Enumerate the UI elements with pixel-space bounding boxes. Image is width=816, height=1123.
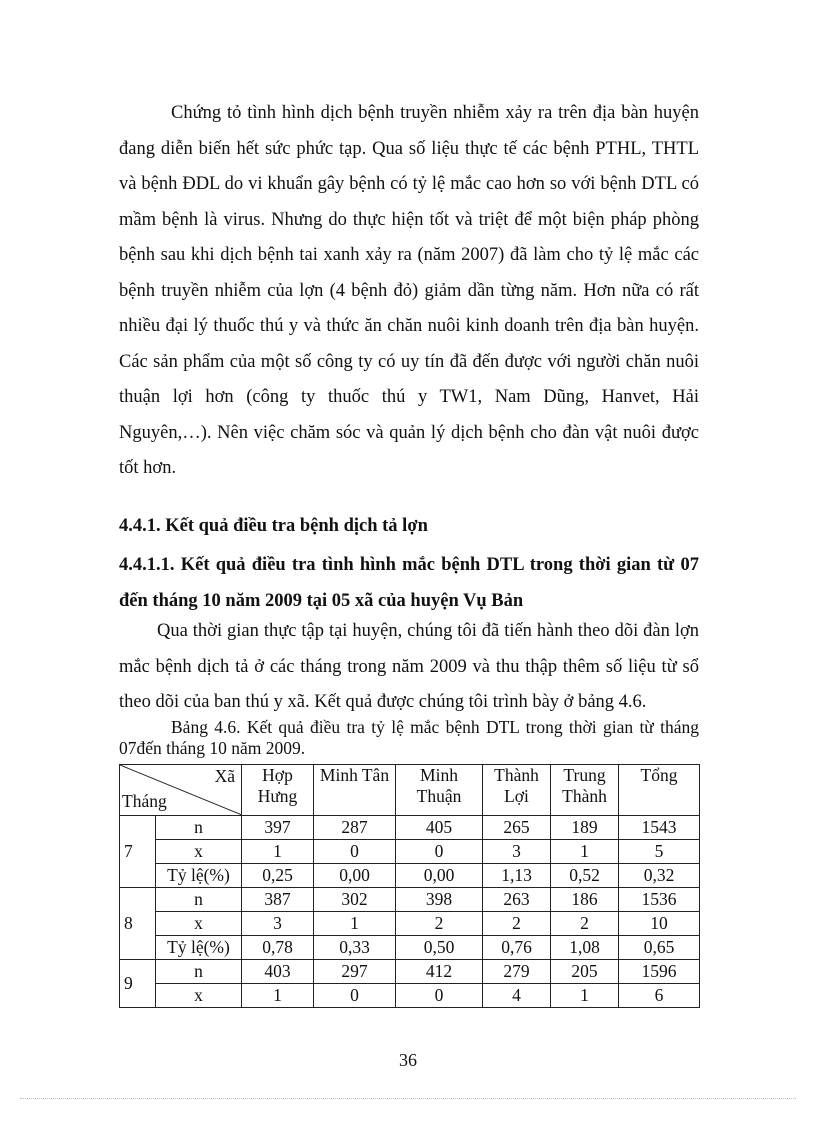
subsection-heading: 4.4.1.1. Kết quả điều tra tình hình mắc bệnh DTL trong thời gian từ 07 đến tháng 10 năm 2009 tại 05 xã của huyện Vụ Bản [119,555,699,611]
table-cell: 0,32 [619,864,700,888]
table-corner-cell [120,765,242,816]
month-cell: 8 [120,888,156,960]
table-cell: 265 [483,816,551,840]
row-label-cell: n [156,888,242,912]
table-cell: 0,00 [314,864,396,888]
table-cell: 1596 [619,960,700,984]
table-cell: 2 [551,912,619,936]
row-label-cell: n [156,816,242,840]
table-row [120,960,700,984]
table-cell: 2 [396,912,483,936]
column-header: Thành Lợi [483,765,551,816]
column-header: Minh Tân [314,765,396,816]
table-cell: 0,25 [242,864,314,888]
table-row [120,984,700,1008]
row-label-cell: x [156,912,242,936]
section-heading: 4.4.1. Kết quả điều tra bệnh dịch tả lợn [119,516,428,536]
table-cell: 189 [551,816,619,840]
table-cell: 3 [242,912,314,936]
table-cell: 297 [314,960,396,984]
table-row [120,888,700,912]
row-label-cell: Tỷ lệ(%) [156,936,242,960]
table-cell: 6 [619,984,700,1008]
row-label-cell: Tỷ lệ(%) [156,864,242,888]
table-cell: 10 [619,912,700,936]
column-header: Hợp Hưng [242,765,314,816]
table-cell: 1 [551,840,619,864]
column-header: Trung Thành [551,765,619,816]
table-cell: 287 [314,816,396,840]
table-caption: Bảng 4.6. Kết quả điều tra tỷ lệ mắc bệnh DTL trong thời gian từ tháng 07đến tháng 10 năm 2009. [119,717,699,758]
table-cell: 5 [619,840,700,864]
table-cell: 205 [551,960,619,984]
table-row [120,864,700,888]
table-row [120,912,700,936]
corner-label-thang: Tháng [122,791,167,811]
row-label-cell: x [156,840,242,864]
table-cell: 1 [242,984,314,1008]
table-cell: 405 [396,816,483,840]
month-cell: 7 [120,816,156,888]
table-row [120,936,700,960]
table-body [120,816,700,1008]
table-cell: 4 [483,984,551,1008]
table-cell: 0,76 [483,936,551,960]
page-number: 36 [399,1050,417,1070]
table-cell: 0 [396,840,483,864]
table-cell: 1 [242,840,314,864]
table-header-row [120,765,700,816]
table-cell: 1,08 [551,936,619,960]
row-label-cell: x [156,984,242,1008]
row-label-cell: n [156,960,242,984]
table-cell: 0 [314,840,396,864]
table-cell: 397 [242,816,314,840]
column-header: Minh Thuận [396,765,483,816]
table-cell: 279 [483,960,551,984]
table-cell: 0,50 [396,936,483,960]
table-cell: 0,52 [551,864,619,888]
corner-label-xa: Xã [214,766,235,786]
table-cell: 2 [483,912,551,936]
table-cell: 1,13 [483,864,551,888]
body-paragraph-1: Chứng tỏ tình hình dịch bệnh truyền nhiễm xảy ra trên địa bàn huyện đang diễn biến hết sức phức tạp. Qua số liệu thực tế các bệnh PTHL, THTL và bệnh ĐDL do vi khuẩn gây bệnh có tỷ lệ mắc cao hơn so với bệnh DTL có mầm bệnh là virus. Nhưng do thực hiện tốt và triệt để một biện pháp phòng bệnh sau khi dịch bệnh tai xanh xảy ra (năm 2007) đã làm cho tỷ lệ mắc các bệnh truyền nhiễm của lợn (4 bệnh đỏ) giảm dần từng năm. Hơn nữa có rất nhiều đại lý thuốc thú y và thức ăn chăn nuôi kinh doanh trên địa bàn huyện. Các sản phẩm của một số công ty có uy tín đã đến được với người chăn nuôi thuận lợi hơn (công ty thuốc thú y TW1, Nam Dũng, Hanvet, Hải Nguyên,…). Nên việc chăm sóc và quản lý dịch bệnh cho đàn vật nuôi được tốt hơn. [119,103,699,478]
table-cell: 403 [242,960,314,984]
table-cell: 387 [242,888,314,912]
column-header: Tổng [619,765,700,816]
table-cell: 1536 [619,888,700,912]
table-cell: 1 [551,984,619,1008]
body-paragraph-2: Qua thời gian thực tập tại huyện, chúng tôi đã tiến hành theo dõi đàn lợn mắc bệnh dịch tả ở các tháng trong năm 2009 và thu thập thêm số liệu từ sổ theo dõi của ban thú y xã. Kết quả được chúng tôi trình bày ở bảng 4.6. [119,621,699,712]
table-cell: 1 [314,912,396,936]
data-table [119,764,700,1008]
table-cell: 302 [314,888,396,912]
table-row [120,816,700,840]
table-cell: 0,00 [396,864,483,888]
table-cell: 0,65 [619,936,700,960]
table-cell: 0 [396,984,483,1008]
table-cell: 0,78 [242,936,314,960]
table-cell: 186 [551,888,619,912]
table-row [120,840,700,864]
table-cell: 1543 [619,816,700,840]
table-cell: 0,33 [314,936,396,960]
table-cell: 3 [483,840,551,864]
table-cell: 412 [396,960,483,984]
month-cell: 9 [120,960,156,1008]
table-cell: 0 [314,984,396,1008]
table-cell: 398 [396,888,483,912]
table-cell: 263 [483,888,551,912]
page-footer-rule [20,1098,796,1099]
